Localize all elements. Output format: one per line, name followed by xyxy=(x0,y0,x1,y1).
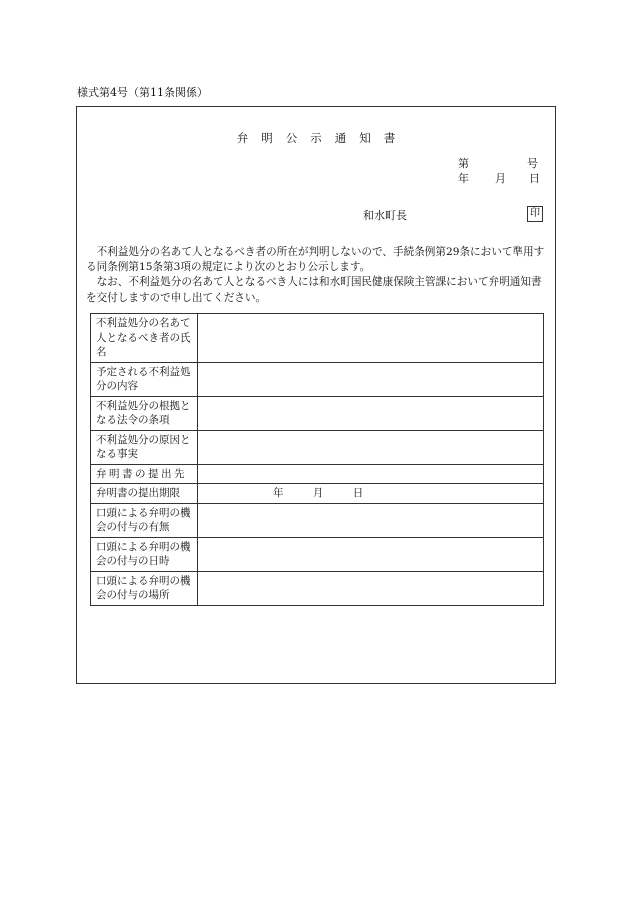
notice-title: 弁明公示通知書 xyxy=(236,131,409,145)
row-label: 口頭による弁明の機会の付与の有無 xyxy=(91,503,198,537)
table-row xyxy=(91,571,544,605)
table-row xyxy=(91,396,544,430)
table-row xyxy=(91,537,544,571)
row-label: 弁明書の提出期限 xyxy=(91,484,198,504)
deadline-month: 月 xyxy=(312,487,324,499)
table-row xyxy=(91,484,544,504)
table-row xyxy=(91,430,544,464)
row-value xyxy=(198,503,544,537)
row-value xyxy=(198,362,544,396)
date-month: 月 xyxy=(495,172,506,185)
row-value xyxy=(198,571,544,605)
row-label: 口頭による弁明の機会の付与の場所 xyxy=(91,571,198,605)
date-year: 年 xyxy=(458,172,469,185)
row-value xyxy=(198,396,544,430)
notice-table xyxy=(90,313,544,606)
number-prefix: 第 xyxy=(458,157,469,170)
form-number-label: 様式第4号（第11条関係） xyxy=(77,86,208,99)
deadline-year: 年 xyxy=(273,487,284,499)
table-row xyxy=(91,503,544,537)
deadline-date xyxy=(198,484,544,504)
row-value xyxy=(198,464,544,484)
issuer-name: 和水町長 xyxy=(363,209,407,222)
table-row xyxy=(91,362,544,396)
row-label: 不利益処分の根拠となる法令の条項 xyxy=(91,396,198,430)
deadline-day: 日 xyxy=(352,487,364,499)
row-value xyxy=(198,430,544,464)
table-row xyxy=(91,314,544,363)
row-label: 弁明書の提出先 xyxy=(91,464,198,484)
row-label: 予定される不利益処分の内容 xyxy=(91,362,198,396)
row-label: 不利益処分の名あて人となるべき者の氏名 xyxy=(91,314,198,363)
table-row xyxy=(91,464,544,484)
row-value xyxy=(198,537,544,571)
date-day: 日 xyxy=(529,172,540,185)
notice-frame xyxy=(76,106,556,684)
row-value xyxy=(198,314,544,363)
number-suffix: 号 xyxy=(527,157,538,170)
paragraph-2: なお、不利益処分の名あて人となるべき人には和水町国民健康保険主管課において弁明通知書を交付しますので申し出てください。 xyxy=(86,276,542,304)
row-label: 不利益処分の原因となる事実 xyxy=(91,430,198,464)
notice-body xyxy=(86,245,552,306)
row-label: 口頭による弁明の機会の付与の日時 xyxy=(91,537,198,571)
paragraph-1: 不利益処分の名あて人となるべき者の所在が判明しないので、手続条例第29条において準用する同条例第15条第3項の規定により次のとおり公示します。 xyxy=(86,246,545,274)
seal-mark: 印 xyxy=(527,206,543,222)
